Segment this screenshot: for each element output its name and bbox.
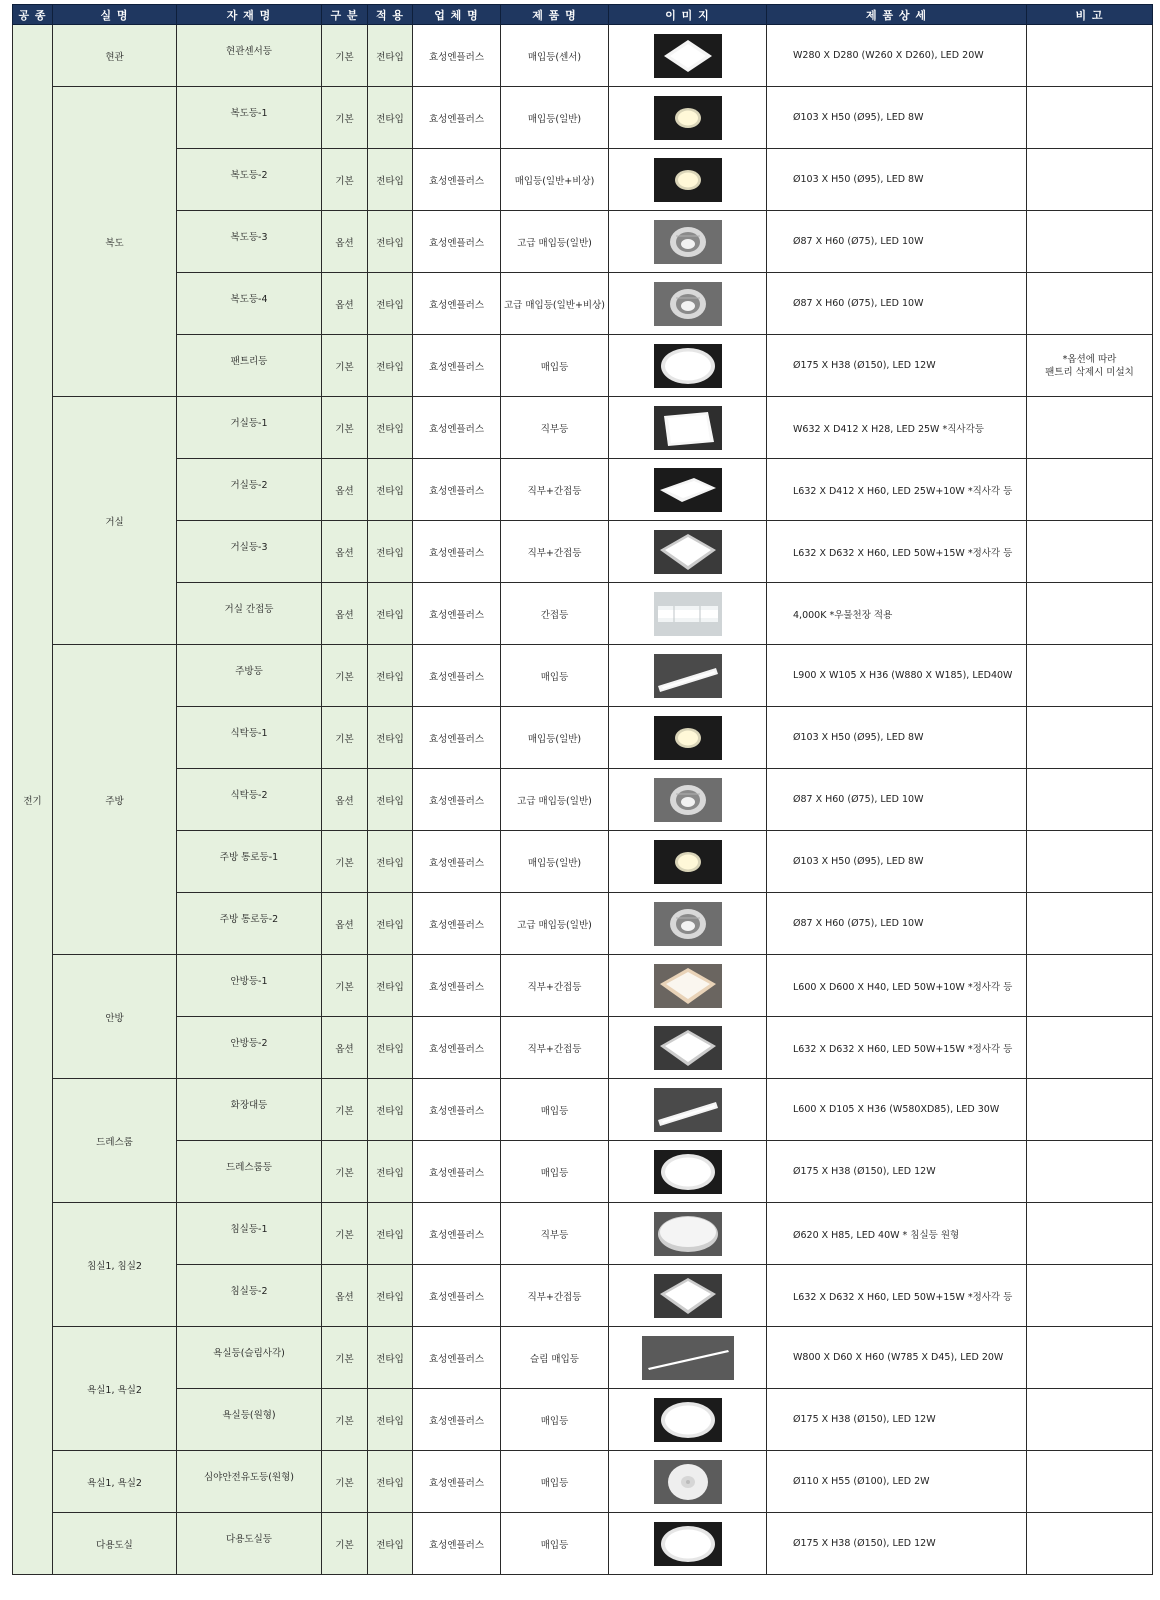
product-name-cell: 매입등 [501, 1079, 609, 1141]
product-detail-cell: L632 X D632 X H60, LED 50W+15W *정사각 등 [767, 521, 1027, 583]
apply-cell: 전타입 [368, 1203, 413, 1265]
product-detail-cell: Ø175 X H38 (Ø150), LED 12W [767, 1513, 1027, 1575]
vendor-cell: 효성엔플러스 [413, 1079, 501, 1141]
vendor-cell: 효성엔플러스 [413, 335, 501, 397]
room-name-cell: 드레스룸 [53, 1079, 177, 1203]
product-name-cell: 직부등 [501, 397, 609, 459]
category-cell: 옵션 [322, 583, 368, 645]
image-cell [609, 211, 767, 273]
product-detail-cell: L632 X D632 X H60, LED 50W+15W *정사각 등 [767, 1265, 1027, 1327]
table-row [13, 893, 1153, 955]
table-row [13, 1141, 1153, 1203]
vendor-cell: 효성엔플러스 [413, 1513, 501, 1575]
note-cell [1027, 583, 1153, 645]
apply-cell: 전타입 [368, 1017, 413, 1079]
note-cell [1027, 645, 1153, 707]
product-name-cell: 직부+간접등 [501, 459, 609, 521]
note-cell [1027, 1327, 1153, 1389]
table-row [13, 831, 1153, 893]
rect-panel-flat-image [654, 468, 722, 512]
image-cell [609, 955, 767, 1017]
table-row [13, 1513, 1153, 1575]
category-cell: 옵션 [322, 521, 368, 583]
rect-panel-image [654, 406, 722, 450]
column-header: 업 체 명 [413, 5, 501, 25]
apply-cell: 전타입 [368, 1079, 413, 1141]
note-cell [1027, 893, 1153, 955]
vendor-cell: 효성엔플러스 [413, 1451, 501, 1513]
product-detail-cell: L600 X D600 X H40, LED 50W+10W *정사각 등 [767, 955, 1027, 1017]
column-header: 자 재 명 [177, 5, 322, 25]
room-name-cell: 욕실1, 욕실2 [53, 1327, 177, 1451]
night-guide-light-image [654, 1460, 722, 1504]
table-row [13, 25, 1153, 87]
product-name-cell: 슬림 매입등 [501, 1327, 609, 1389]
reflector-downlight-image [654, 902, 722, 946]
category-cell: 기본 [322, 1203, 368, 1265]
apply-cell: 전타입 [368, 707, 413, 769]
product-name-cell: 매입등(일반) [501, 87, 609, 149]
table-row [13, 1203, 1153, 1265]
apply-cell: 전타입 [368, 521, 413, 583]
vendor-cell: 효성엔플러스 [413, 211, 501, 273]
apply-cell: 전타입 [368, 1513, 413, 1575]
column-header: 적 용 [368, 5, 413, 25]
category-cell: 기본 [322, 1389, 368, 1451]
vendor-cell: 효성엔플러스 [413, 87, 501, 149]
vendor-cell: 효성엔플러스 [413, 459, 501, 521]
product-detail-cell: Ø110 X H55 (Ø100), LED 2W [767, 1451, 1027, 1513]
product-detail-cell: L632 X D412 X H60, LED 25W+10W *직사각 등 [767, 459, 1027, 521]
table-row [13, 1079, 1153, 1141]
material-name-cell: 식탁등-1 [177, 707, 322, 769]
material-name-cell: 식탁등-2 [177, 769, 322, 831]
product-detail-cell: W632 X D412 X H28, LED 25W *직사각등 [767, 397, 1027, 459]
vendor-cell: 효성엔플러스 [413, 25, 501, 87]
note-cell: *옵션에 따라 팬트리 삭제시 미설치 [1027, 335, 1153, 397]
note-cell [1027, 1265, 1153, 1327]
product-detail-cell: Ø175 X H38 (Ø150), LED 12W [767, 335, 1027, 397]
image-cell [609, 1203, 767, 1265]
note-cell [1027, 149, 1153, 211]
round-slim-image [654, 1522, 722, 1566]
material-name-cell: 거실 간접등 [177, 583, 322, 645]
note-cell [1027, 1141, 1153, 1203]
column-header: 비 고 [1027, 5, 1153, 25]
material-name-cell: 복도등-4 [177, 273, 322, 335]
image-cell [609, 831, 767, 893]
category-cell: 기본 [322, 645, 368, 707]
product-name-cell: 직부+간접등 [501, 521, 609, 583]
table-row [13, 645, 1153, 707]
material-name-cell: 안방등-2 [177, 1017, 322, 1079]
category-cell: 옵션 [322, 1017, 368, 1079]
table-row [13, 87, 1153, 149]
image-cell [609, 1327, 767, 1389]
round-downlight-image [654, 96, 722, 140]
product-name-cell: 매입등(일반) [501, 831, 609, 893]
column-header: 공 종 [13, 5, 53, 25]
product-name-cell: 매입등 [501, 1389, 609, 1451]
material-name-cell: 주방 통로등-1 [177, 831, 322, 893]
room-name-cell: 다용도실 [53, 1513, 177, 1575]
product-name-cell: 직부+간접등 [501, 955, 609, 1017]
material-name-cell: 복도등-2 [177, 149, 322, 211]
image-cell [609, 1389, 767, 1451]
apply-cell: 전타입 [368, 273, 413, 335]
vendor-cell: 효성엔플러스 [413, 1327, 501, 1389]
apply-cell: 전타입 [368, 645, 413, 707]
material-name-cell: 욕실등(원형) [177, 1389, 322, 1451]
product-name-cell: 매입등 [501, 1141, 609, 1203]
image-cell [609, 149, 767, 211]
product-detail-cell: Ø103 X H50 (Ø95), LED 8W [767, 87, 1027, 149]
table-row [13, 583, 1153, 645]
category-cell: 기본 [322, 1141, 368, 1203]
product-name-cell: 직부+간접등 [501, 1265, 609, 1327]
room-name-cell: 안방 [53, 955, 177, 1079]
product-name-cell: 매입등(일반+비상) [501, 149, 609, 211]
material-name-cell: 복도등-1 [177, 87, 322, 149]
room-name-cell: 복도 [53, 87, 177, 397]
product-name-cell: 매입등 [501, 335, 609, 397]
category-cell: 기본 [322, 1513, 368, 1575]
apply-cell: 전타입 [368, 335, 413, 397]
table-row [13, 1017, 1153, 1079]
image-cell [609, 583, 767, 645]
table-row [13, 769, 1153, 831]
vendor-cell: 효성엔플러스 [413, 521, 501, 583]
material-name-cell: 침실등-2 [177, 1265, 322, 1327]
image-cell [609, 645, 767, 707]
note-cell [1027, 1451, 1153, 1513]
category-cell: 기본 [322, 335, 368, 397]
apply-cell: 전타입 [368, 211, 413, 273]
material-name-cell: 욕실등(슬림사각) [177, 1327, 322, 1389]
table-row [13, 955, 1153, 1017]
product-detail-cell: Ø103 X H50 (Ø95), LED 8W [767, 831, 1027, 893]
note-cell [1027, 1513, 1153, 1575]
note-cell [1027, 211, 1153, 273]
apply-cell: 전타입 [368, 459, 413, 521]
vendor-cell: 효성엔플러스 [413, 273, 501, 335]
category-cell: 기본 [322, 1079, 368, 1141]
product-detail-cell: Ø87 X H60 (Ø75), LED 10W [767, 769, 1027, 831]
note-cell [1027, 1017, 1153, 1079]
table-row [13, 459, 1153, 521]
product-name-cell: 간접등 [501, 583, 609, 645]
slim-linear-image [642, 1336, 734, 1380]
material-name-cell: 심야안전유도등(원형) [177, 1451, 322, 1513]
room-name-cell: 거실 [53, 397, 177, 645]
apply-cell: 전타입 [368, 831, 413, 893]
material-name-cell: 거실등-3 [177, 521, 322, 583]
apply-cell: 전타입 [368, 25, 413, 87]
product-detail-cell: Ø620 X H85, LED 40W * 침실등 원형 [767, 1203, 1027, 1265]
apply-cell: 전타입 [368, 149, 413, 211]
product-detail-cell: Ø87 X H60 (Ø75), LED 10W [767, 893, 1027, 955]
table-row [13, 1327, 1153, 1389]
product-name-cell: 고급 매입등(일반) [501, 893, 609, 955]
apply-cell: 전타입 [368, 1389, 413, 1451]
product-name-cell: 고급 매입등(일반) [501, 769, 609, 831]
vendor-cell: 효성엔플러스 [413, 1203, 501, 1265]
reflector-downlight-image [654, 778, 722, 822]
table-body [13, 25, 1153, 1575]
product-detail-cell: Ø103 X H50 (Ø95), LED 8W [767, 707, 1027, 769]
product-detail-cell: Ø175 X H38 (Ø150), LED 12W [767, 1141, 1027, 1203]
image-cell [609, 1017, 767, 1079]
material-name-cell: 거실등-1 [177, 397, 322, 459]
table-row [13, 273, 1153, 335]
vendor-cell: 효성엔플러스 [413, 149, 501, 211]
apply-cell: 전타입 [368, 1327, 413, 1389]
category-cell: 기본 [322, 1327, 368, 1389]
image-cell [609, 25, 767, 87]
product-name-cell: 매입등 [501, 1513, 609, 1575]
table-row [13, 335, 1153, 397]
room-name-cell: 침실1, 침실2 [53, 1203, 177, 1327]
note-cell [1027, 831, 1153, 893]
linear-bar-image [654, 1088, 722, 1132]
table-row [13, 149, 1153, 211]
image-cell [609, 1141, 767, 1203]
vendor-cell: 효성엔플러스 [413, 1141, 501, 1203]
column-header: 제 품 명 [501, 5, 609, 25]
apply-cell: 전타입 [368, 893, 413, 955]
trade-cell: 전기 [13, 25, 53, 1575]
note-cell [1027, 1203, 1153, 1265]
apply-cell: 전타입 [368, 955, 413, 1017]
image-cell [609, 1265, 767, 1327]
table-row [13, 1389, 1153, 1451]
category-cell: 옵션 [322, 211, 368, 273]
round-downlight-image [654, 158, 722, 202]
product-detail-cell: Ø175 X H38 (Ø150), LED 12W [767, 1389, 1027, 1451]
product-detail-cell: W280 X D280 (W260 X D260), LED 20W [767, 25, 1027, 87]
table-row [13, 211, 1153, 273]
vendor-cell: 효성엔플러스 [413, 583, 501, 645]
column-header: 구 분 [322, 5, 368, 25]
column-header: 이 미 지 [609, 5, 767, 25]
reflector-downlight-image [654, 282, 722, 326]
category-cell: 옵션 [322, 769, 368, 831]
vendor-cell: 효성엔플러스 [413, 955, 501, 1017]
product-name-cell: 고급 매입등(일반+비상) [501, 273, 609, 335]
vendor-cell: 효성엔플러스 [413, 707, 501, 769]
apply-cell: 전타입 [368, 1265, 413, 1327]
product-detail-cell: W800 X D60 X H60 (W785 X D45), LED 20W [767, 1327, 1027, 1389]
vendor-cell: 효성엔플러스 [413, 1265, 501, 1327]
square-panel-image [654, 34, 722, 78]
image-cell [609, 1513, 767, 1575]
note-cell [1027, 25, 1153, 87]
product-detail-cell: Ø103 X H50 (Ø95), LED 8W [767, 149, 1027, 211]
material-name-cell: 화장대등 [177, 1079, 322, 1141]
product-name-cell: 매입등(센서) [501, 25, 609, 87]
product-detail-cell: L900 X W105 X H36 (W880 X W185), LED40W [767, 645, 1027, 707]
image-cell [609, 87, 767, 149]
image-cell [609, 459, 767, 521]
round-slim-image [654, 344, 722, 388]
product-detail-cell: Ø87 X H60 (Ø75), LED 10W [767, 273, 1027, 335]
apply-cell: 전타입 [368, 1451, 413, 1513]
category-cell: 기본 [322, 25, 368, 87]
round-slim-image [654, 1150, 722, 1194]
material-name-cell: 주방 통로등-2 [177, 893, 322, 955]
square-panel-glow-image [654, 530, 722, 574]
reflector-downlight-image [654, 220, 722, 264]
material-name-cell: 주방등 [177, 645, 322, 707]
round-downlight-image [654, 716, 722, 760]
material-name-cell: 다용도실등 [177, 1513, 322, 1575]
image-cell [609, 707, 767, 769]
apply-cell: 전타입 [368, 583, 413, 645]
vendor-cell: 효성엔플러스 [413, 893, 501, 955]
image-cell [609, 335, 767, 397]
note-cell [1027, 521, 1153, 583]
table-row [13, 1265, 1153, 1327]
note-cell [1027, 273, 1153, 335]
round-slim-image [654, 1398, 722, 1442]
product-detail-cell: L600 X D105 X H36 (W580XD85), LED 30W [767, 1079, 1027, 1141]
square-panel-glow-image [654, 1274, 722, 1318]
vendor-cell: 효성엔플러스 [413, 1017, 501, 1079]
category-cell: 옵션 [322, 459, 368, 521]
material-name-cell: 안방등-1 [177, 955, 322, 1017]
square-panel-warm-image [654, 964, 722, 1008]
table-row [13, 521, 1153, 583]
material-name-cell: 침실등-1 [177, 1203, 322, 1265]
image-cell [609, 1079, 767, 1141]
vendor-cell: 효성엔플러스 [413, 831, 501, 893]
room-name-cell: 주방 [53, 645, 177, 955]
apply-cell: 전타입 [368, 397, 413, 459]
room-name-cell: 현관 [53, 25, 177, 87]
product-detail-cell: 4,000K *우물천장 적용 [767, 583, 1027, 645]
column-header: 실 명 [53, 5, 177, 25]
square-panel-glow-image [654, 1026, 722, 1070]
product-name-cell: 매입등(일반) [501, 707, 609, 769]
product-detail-cell: Ø87 X H60 (Ø75), LED 10W [767, 211, 1027, 273]
room-name-cell: 욕실1, 욕실2 [53, 1451, 177, 1513]
header-row [13, 5, 1153, 25]
table-row [13, 397, 1153, 459]
category-cell: 기본 [322, 149, 368, 211]
material-name-cell: 복도등-3 [177, 211, 322, 273]
apply-cell: 전타입 [368, 769, 413, 831]
image-cell [609, 893, 767, 955]
apply-cell: 전타입 [368, 1141, 413, 1203]
image-cell [609, 1451, 767, 1513]
note-cell [1027, 1389, 1153, 1451]
image-cell [609, 769, 767, 831]
cove-light-image [654, 592, 722, 636]
note-cell [1027, 87, 1153, 149]
category-cell: 기본 [322, 707, 368, 769]
vendor-cell: 효성엔플러스 [413, 769, 501, 831]
image-cell [609, 397, 767, 459]
material-name-cell: 팬트리등 [177, 335, 322, 397]
category-cell: 기본 [322, 1451, 368, 1513]
product-name-cell: 직부등 [501, 1203, 609, 1265]
vendor-cell: 효성엔플러스 [413, 397, 501, 459]
apply-cell: 전타입 [368, 87, 413, 149]
vendor-cell: 효성엔플러스 [413, 645, 501, 707]
note-cell [1027, 1079, 1153, 1141]
image-cell [609, 521, 767, 583]
table-header [13, 5, 1153, 25]
linear-bar-image [654, 654, 722, 698]
category-cell: 기본 [322, 87, 368, 149]
product-name-cell: 직부+간접등 [501, 1017, 609, 1079]
note-cell [1027, 955, 1153, 1017]
table-row [13, 707, 1153, 769]
note-cell [1027, 769, 1153, 831]
product-name-cell: 매입등 [501, 1451, 609, 1513]
category-cell: 기본 [322, 397, 368, 459]
note-cell [1027, 707, 1153, 769]
product-name-cell: 고급 매입등(일반) [501, 211, 609, 273]
column-header: 제 품 상 세 [767, 5, 1027, 25]
category-cell: 옵션 [322, 893, 368, 955]
product-name-cell: 매입등 [501, 645, 609, 707]
image-cell [609, 273, 767, 335]
round-ceiling-image [654, 1212, 722, 1256]
category-cell: 기본 [322, 831, 368, 893]
round-downlight-image [654, 840, 722, 884]
material-name-cell: 거실등-2 [177, 459, 322, 521]
note-cell [1027, 397, 1153, 459]
product-detail-cell: L632 X D632 X H60, LED 50W+15W *정사각 등 [767, 1017, 1027, 1079]
table-row [13, 1451, 1153, 1513]
material-name-cell: 현관센서등 [177, 25, 322, 87]
spec-sheet [12, 4, 1152, 1575]
category-cell: 옵션 [322, 1265, 368, 1327]
note-cell [1027, 459, 1153, 521]
category-cell: 기본 [322, 955, 368, 1017]
lighting-spec-table [12, 4, 1153, 1575]
vendor-cell: 효성엔플러스 [413, 1389, 501, 1451]
material-name-cell: 드레스룸등 [177, 1141, 322, 1203]
category-cell: 옵션 [322, 273, 368, 335]
